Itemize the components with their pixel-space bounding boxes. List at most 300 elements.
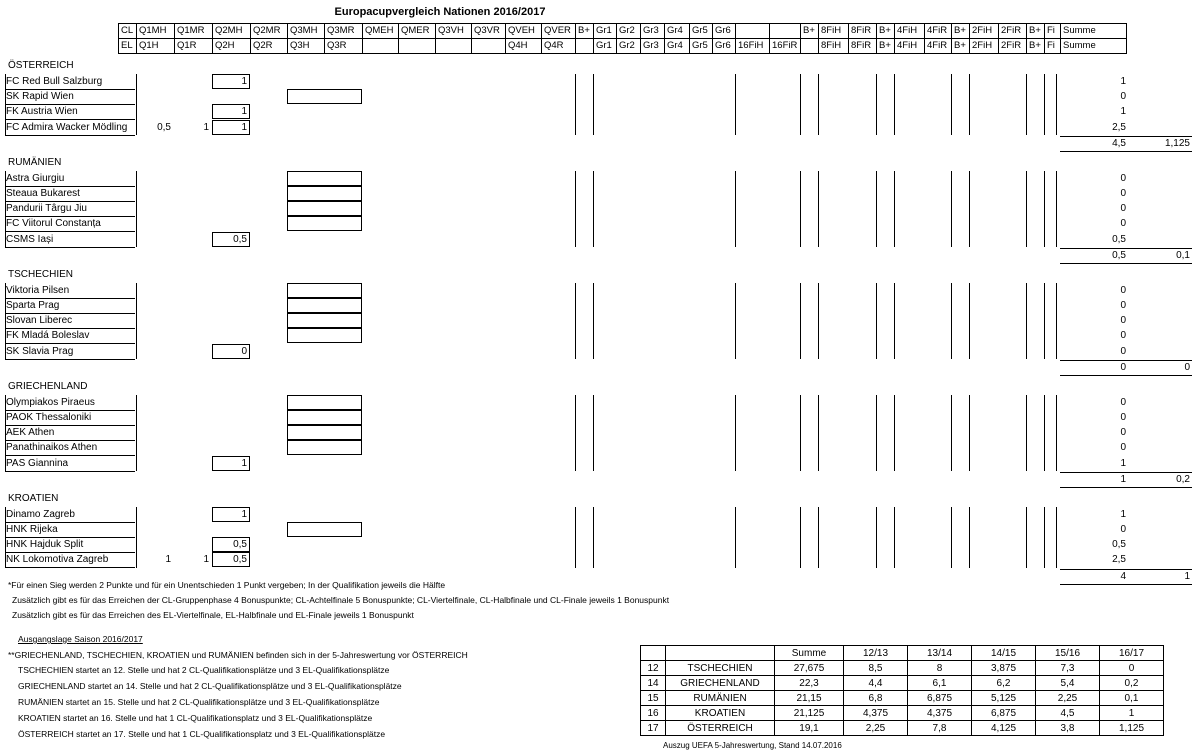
score-q1r [174, 328, 212, 343]
header-cell: B+ [1026, 24, 1044, 38]
header-cell: EL [118, 39, 136, 53]
ranking-cell: 27,675 [775, 661, 844, 676]
row-sum: 0 [1120, 300, 1126, 311]
score-q1r: 1 [203, 121, 209, 133]
col-rule [800, 283, 801, 359]
header-cell: 2FiR [998, 39, 1026, 53]
score-q2h [212, 216, 250, 231]
note-points: *Für einen Sieg werden 2 Punkte und für ein Unentschieden 1 Punkt vergeben; In der Qualifikation jeweils die Hälfte [8, 580, 446, 590]
score-box [212, 456, 250, 471]
header-cell: B+ [951, 24, 969, 38]
col-rule [800, 171, 801, 247]
header-cell [398, 39, 435, 53]
ranking-cell: 21,125 [775, 706, 844, 721]
score-q2h: 0 [241, 345, 247, 357]
ranking-cell: 4,375 [844, 706, 908, 721]
col-rule [1056, 171, 1057, 247]
col-rule [1044, 74, 1045, 135]
note-ranking: **GRIECHENLAND, TSCHECHIEN, KROATIEN und RUMÄNIEN befinden sich in der 5-Jahreswertung vor ÖSTERREICH [8, 650, 468, 660]
col-rule [894, 395, 895, 471]
header-cell: Q3H [287, 39, 324, 53]
col-rule [818, 74, 819, 135]
score-q1r [174, 537, 212, 552]
ranking-cell: 6,875 [908, 691, 972, 706]
ranking-cell: GRIECHENLAND [666, 676, 775, 691]
col-rule [969, 74, 970, 135]
header-cell: B+ [1026, 39, 1044, 53]
score-q1r [174, 507, 212, 522]
ranking-cell: 14 [641, 676, 666, 691]
row-sum: 2,5 [1112, 121, 1126, 133]
score-q1h [136, 171, 174, 186]
col-rule [593, 395, 594, 471]
q3-box [287, 89, 362, 104]
score-box [212, 74, 250, 89]
score-box [212, 104, 250, 119]
header-cell: Q3R [324, 39, 362, 53]
col-rule [1044, 283, 1045, 359]
header-cell: Q4R [541, 39, 575, 53]
header-cell: Gr6 [712, 24, 735, 38]
header-cell: CL [118, 24, 136, 38]
row-rule [5, 283, 6, 359]
score-q2h [212, 425, 250, 440]
header-cell: Q2R [250, 39, 287, 53]
ranking-cell: 6,2 [972, 676, 1036, 691]
col-rule [735, 74, 736, 135]
ranking-cell: 0,1 [1100, 691, 1164, 706]
team-name: FK Austria Wien [6, 106, 78, 118]
header-cell: Q1MH [136, 24, 174, 38]
col-rule [876, 283, 877, 359]
header-cell: Gr4 [664, 24, 689, 38]
ranking-cell: 7,3 [1036, 661, 1100, 676]
team-name: SK Slavia Prag [6, 345, 74, 357]
score-q1h [136, 395, 174, 410]
row-sum: 0 [1120, 442, 1126, 454]
team-name: Panathinaikos Athen [6, 442, 98, 454]
team-name: Pandurii Târgu Jiu [6, 203, 87, 215]
ranking-header-cell: 14/15 [972, 646, 1036, 661]
score-q1h [136, 328, 174, 343]
score-q1h [136, 186, 174, 201]
team-name: Astra Giurgiu [6, 172, 65, 184]
header-cell: 4FiR [924, 39, 951, 53]
score-q1h [136, 74, 174, 89]
score-q2h: 1 [241, 121, 247, 133]
score-q1r [174, 216, 212, 231]
q3-box [287, 171, 362, 186]
col-rule [969, 171, 970, 247]
ranking-cell: 2,25 [1036, 691, 1100, 706]
team-name: Viktoria Pilsen [6, 284, 70, 296]
ranking-header [641, 646, 1164, 661]
col-rule [1026, 171, 1027, 247]
col-rule [951, 74, 952, 135]
col-rule [593, 283, 594, 359]
score-q1r [174, 456, 212, 471]
score-q2h: 0,5 [233, 539, 247, 551]
col-rule [800, 74, 801, 135]
col-rule [800, 395, 801, 471]
row-sum: 2,5 [1112, 554, 1126, 566]
row-sum: 0,5 [1112, 233, 1126, 245]
score-q1r [174, 344, 212, 359]
score-q2h [212, 171, 250, 186]
score-q1r: 1 [203, 554, 209, 566]
group-average: 0,2 [1176, 473, 1190, 485]
ranking-cell: RUMÄNIEN [666, 691, 775, 706]
ranking-cell: TSCHECHIEN [666, 661, 775, 676]
score-box [212, 537, 250, 552]
col-rule [1056, 395, 1057, 471]
score-q2h: 1 [241, 457, 247, 469]
header-cell: 4FiR [924, 24, 951, 38]
team-name: AEK Athen [6, 427, 55, 439]
group-total: 4,5 [1112, 137, 1126, 149]
ranking-cell: 5,125 [972, 691, 1036, 706]
col-rule [951, 395, 952, 471]
col-rule [1044, 171, 1045, 247]
ranking-row [641, 721, 1164, 736]
team-name: FC Admira Wacker Mödling [6, 121, 128, 133]
ranking-header-cell: 13/14 [908, 646, 972, 661]
ranking-cell: 6,1 [908, 676, 972, 691]
col-rule [951, 507, 952, 568]
ranking-cell: 5,4 [1036, 676, 1100, 691]
col-rule [969, 507, 970, 568]
score-box [212, 344, 250, 359]
col-rule [1026, 74, 1027, 135]
note-at: ÖSTERREICH startet an 17. Stelle und hat 1 CL-Qualifikationsplatz und 3 EL-Qualifikationsplätze [18, 729, 386, 739]
ranking-cell: 16 [641, 706, 666, 721]
header-cell: QMER [398, 24, 435, 38]
score-q1h [136, 507, 174, 522]
score-q2h [212, 186, 250, 201]
header-cell: Fi [1044, 24, 1060, 38]
row-rule [5, 135, 135, 136]
col-rule [593, 507, 594, 568]
header-rule [118, 53, 1126, 54]
score-box [212, 232, 250, 247]
header-cell: Gr2 [616, 39, 640, 53]
row-rule [5, 247, 135, 248]
score-q1r [174, 410, 212, 425]
header-cell: Q3VH [435, 24, 471, 38]
col-rule [818, 283, 819, 359]
score-q1r [174, 89, 212, 104]
ranking-cell: 8 [908, 661, 972, 676]
team-name: FC Viitorul Constanța [6, 218, 101, 230]
header-cell: B+ [876, 24, 894, 38]
ranking-cell: 4,5 [1036, 706, 1100, 721]
group-total: 4 [1120, 570, 1126, 582]
ranking-row [641, 676, 1164, 691]
header-cell: Gr5 [689, 24, 712, 38]
header-cell: Gr4 [664, 39, 689, 53]
ranking-header-cell: 16/17 [1100, 646, 1164, 661]
ranking-row [641, 661, 1164, 676]
team-name: Steaua Bukarest [6, 188, 80, 199]
q3-box [287, 186, 362, 201]
header-cell: Summe [1060, 24, 1126, 38]
header-cell: Q3MH [287, 24, 324, 38]
group-average: 1 [1184, 570, 1190, 582]
header-cell: Gr3 [640, 24, 664, 38]
row-sum: 0 [1120, 91, 1126, 103]
q3-box [287, 201, 362, 216]
score-q1h [136, 456, 174, 471]
total-rule [1060, 487, 1192, 488]
team-name: Sparta Prag [6, 300, 60, 311]
ranking-cell: 3,875 [972, 661, 1036, 676]
row-sum: 0 [1120, 203, 1126, 215]
score-q1r [174, 171, 212, 186]
col-rule [575, 74, 576, 135]
row-rule [5, 567, 135, 568]
score-q1r [174, 395, 212, 410]
ranking-cell: 6,8 [844, 691, 908, 706]
row-rule [136, 507, 137, 568]
q3-box [287, 328, 362, 343]
country-label: KROATIEN [8, 492, 59, 504]
score-q2h [212, 410, 250, 425]
col-rule [818, 395, 819, 471]
score-q1h [136, 104, 174, 119]
score-q2h [212, 395, 250, 410]
score-q1h [136, 440, 174, 455]
header-rule [118, 23, 1126, 24]
q3-box [287, 216, 362, 231]
ranking-row [641, 691, 1164, 706]
score-q1h [136, 410, 174, 425]
header-cell: 4FiH [894, 24, 924, 38]
team-name: HNK Hajduk Split [6, 539, 84, 551]
score-q1r [174, 74, 212, 89]
total-rule [1060, 151, 1192, 152]
ranking-row [641, 706, 1164, 721]
score-q1r [174, 522, 212, 537]
col-rule [735, 507, 736, 568]
header-cell [575, 39, 593, 53]
score-q1r [174, 232, 212, 247]
country-label: RUMÄNIEN [8, 156, 62, 168]
score-q1h [136, 283, 174, 298]
ranking-cell: 4,4 [844, 676, 908, 691]
page-title: Europacupvergleich Nationen 2016/2017 [334, 6, 546, 18]
ranking-cell: ÖSTERREICH [666, 721, 775, 736]
score-box [212, 507, 250, 522]
col-rule [575, 171, 576, 247]
col-rule [575, 507, 576, 568]
note-hr: KROATIEN startet an 16. Stelle und hat 1 CL-Qualifikationsplatz und 3 EL-Qualifikationsplätze [18, 713, 373, 723]
ranking-header-cell [666, 646, 775, 661]
q3-box [287, 395, 362, 410]
header-cell: 8FiR [848, 24, 876, 38]
score-q2h [212, 89, 250, 104]
header-cell: 2FiR [998, 24, 1026, 38]
row-rule [5, 507, 6, 568]
header-cell: Gr3 [640, 39, 664, 53]
col-rule [575, 283, 576, 359]
section-heading: Ausgangslage Saison 2016/2017 [18, 634, 143, 644]
group-average: 0 [1184, 361, 1190, 373]
row-sum: 1 [1120, 508, 1126, 520]
score-q2h: 1 [241, 106, 247, 118]
header-cell: 8FiH [818, 39, 848, 53]
note-cl-bonus: Zusätzlich gibt es für das Erreichen der CL-Gruppenphase 4 Bonuspunkte; CL-Achtelfinale 5 Bonuspunkte; CL-Viertelfinale, CL-Halbfinale und CL-Finale jeweils 1 Bonuspunkt [12, 595, 670, 605]
row-sum: 0 [1120, 412, 1126, 423]
note-cz: TSCHECHIEN startet an 12. Stelle und hat 2 CL-Qualifikationsplätze und 3 EL-Qualifikationsplätze [18, 665, 390, 675]
team-name: PAOK Thessaloniki [6, 412, 92, 423]
score-q2h: 1 [241, 508, 247, 520]
row-sum: 1 [1120, 106, 1126, 118]
ranking-cell: 7,8 [908, 721, 972, 736]
col-rule [735, 283, 736, 359]
col-rule [894, 171, 895, 247]
header-cell: 16FiH [735, 39, 769, 53]
team-name: PAS Giannina [6, 457, 69, 469]
col-rule [876, 507, 877, 568]
row-rule [136, 171, 137, 247]
header-cell: QVER [541, 24, 575, 38]
row-rule [136, 74, 137, 135]
row-sum: 0 [1120, 524, 1126, 535]
ranking-cell: 17 [641, 721, 666, 736]
header-cell: Q1H [136, 39, 174, 53]
row-rule [5, 171, 6, 247]
col-rule [876, 74, 877, 135]
score-q1r [174, 283, 212, 298]
q3-box [287, 298, 362, 313]
score-q1h [136, 201, 174, 216]
row-sum: 1 [1120, 76, 1126, 87]
country-label: GRIECHENLAND [8, 380, 88, 392]
score-q1h [136, 344, 174, 359]
country-label: TSCHECHIEN [8, 268, 74, 280]
header-rule [1126, 23, 1127, 54]
header-cell: Gr5 [689, 39, 712, 53]
col-rule [876, 171, 877, 247]
header-cell: 16FiR [769, 39, 800, 53]
header-cell: Q3MR [324, 24, 362, 38]
group-total: 0,5 [1112, 249, 1126, 261]
header-cell: Gr1 [593, 39, 616, 53]
team-name: HNK Rijeka [6, 524, 58, 535]
row-sum: 0,5 [1112, 539, 1126, 551]
col-rule [1056, 74, 1057, 135]
col-rule [894, 507, 895, 568]
col-rule [1044, 395, 1045, 471]
header-cell: Gr1 [593, 24, 616, 38]
header-cell: Q2H [212, 39, 250, 53]
header-cell: Q2MH [212, 24, 250, 38]
ranking-cell: 2,25 [844, 721, 908, 736]
ranking-cell: 0,2 [1100, 676, 1164, 691]
col-rule [800, 507, 801, 568]
score-q2h [212, 201, 250, 216]
q3-box [287, 410, 362, 425]
col-rule [1026, 395, 1027, 471]
row-sum: 0 [1120, 315, 1126, 327]
row-sum: 0 [1120, 188, 1126, 199]
score-q2h: 0,5 [233, 554, 247, 566]
col-rule [1056, 283, 1057, 359]
col-rule [818, 171, 819, 247]
row-rule [5, 74, 6, 135]
header-cell: Q4H [505, 39, 541, 53]
ranking-header-cell: 15/16 [1036, 646, 1100, 661]
header-cell: B+ [800, 24, 818, 38]
col-rule [735, 395, 736, 471]
score-q1h [136, 537, 174, 552]
score-q2h [212, 283, 250, 298]
score-q1r [174, 104, 212, 119]
row-rule [5, 471, 135, 472]
team-name: FK Mladá Boleslav [6, 330, 90, 342]
q3-box [287, 313, 362, 328]
note-ro: RUMÄNIEN startet an 15. Stelle und hat 2 CL-Qualifikationsplätze und 3 EL-Qualifikationsplätze [18, 697, 380, 707]
score-q2h [212, 440, 250, 455]
score-q1r [174, 425, 212, 440]
score-q1h: 0,5 [157, 121, 171, 133]
group-average: 0,1 [1176, 249, 1190, 261]
score-q2h [212, 522, 250, 537]
header-rule [118, 38, 1126, 39]
score-q1r [174, 313, 212, 328]
header-cell: Gr2 [616, 24, 640, 38]
score-q2h [212, 328, 250, 343]
score-q1h [136, 313, 174, 328]
col-rule [894, 283, 895, 359]
header-cell: Gr6 [712, 39, 735, 53]
ranking-cell: 0 [1100, 661, 1164, 676]
group-average: 1,125 [1164, 137, 1190, 149]
score-q1h [136, 298, 174, 313]
header-cell: 8FiH [818, 24, 848, 38]
score-q1h [136, 425, 174, 440]
note-el-bonus: Zusätzlich gibt es für das Erreichen des EL-Viertelfinale, EL-Halbfinale und EL-Finale jeweils 1 Bonuspunkt [12, 610, 414, 620]
group-total: 1 [1120, 473, 1126, 485]
score-q2h: 1 [241, 76, 247, 87]
header-cell: QMEH [362, 24, 398, 38]
header-cell: 8FiR [848, 39, 876, 53]
team-name: SK Rapid Wien [6, 91, 74, 103]
col-rule [951, 283, 952, 359]
col-rule [969, 283, 970, 359]
score-q1r [174, 201, 212, 216]
ranking-header-cell [641, 646, 666, 661]
score-box [212, 120, 250, 135]
score-q2h [212, 298, 250, 313]
row-rule [136, 395, 137, 471]
header-cell: 2FiH [969, 39, 998, 53]
col-rule [969, 395, 970, 471]
team-name: Slovan Liberec [6, 315, 73, 327]
ranking-cell: 4,375 [908, 706, 972, 721]
q3-box [287, 522, 362, 537]
row-sum: 0 [1120, 396, 1126, 408]
row-sum: 1 [1120, 457, 1126, 469]
row-sum: 0 [1120, 284, 1126, 296]
total-rule [1060, 584, 1192, 585]
score-q1h: 1 [165, 554, 171, 566]
header-cell [471, 39, 505, 53]
ranking-cell: 19,1 [775, 721, 844, 736]
col-rule [876, 395, 877, 471]
score-q1h [136, 522, 174, 537]
ranking-cell: 1 [1100, 706, 1164, 721]
